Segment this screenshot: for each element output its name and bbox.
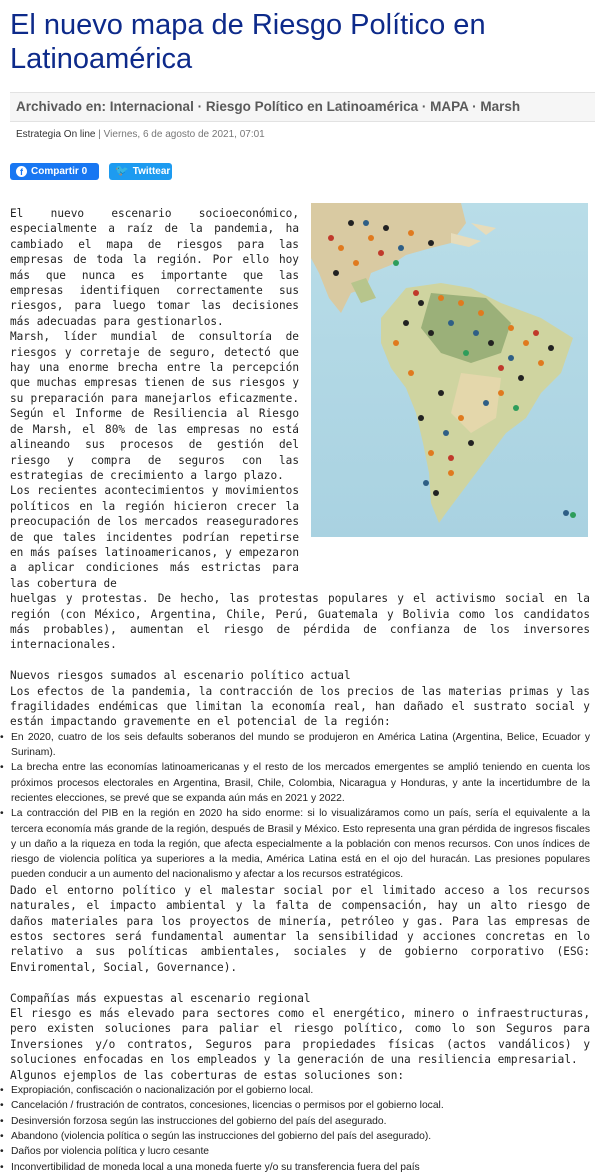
- page-title: El nuevo mapa de Riesgo Político en Latinoamérica: [10, 9, 486, 75]
- section-heading: Compañías más expuestas al escenario regional: [10, 991, 311, 1005]
- tag-link-riesgo-politico[interactable]: Riesgo Político en Latinoamérica: [205, 99, 419, 114]
- article-paragraph: Los recientes acontecimientos y movimientos políticos en la región hicieron crecer la preocupación de los mercados reaseguradores de que tales incidentes podrían repetirse en más países latinoamericanos, y empezaron a aplicar condiciones más estrictas para las cobertura de: [10, 484, 299, 590]
- publish-date: Viernes, 6 de agosto de 2021, 07:01: [103, 129, 265, 140]
- facebook-share-button[interactable]: [10, 163, 99, 180]
- facebook-share-label: Compartir: [31, 166, 79, 177]
- article-paragraph: Algunos ejemplos de las coberturas de estas soluciones son:: [10, 1068, 405, 1082]
- tag-link-mapa[interactable]: MAPA: [430, 99, 469, 114]
- article-paragraph: Dado el entorno político y el malestar social por el limitado acceso a los recursos naturales, el impacto ambiental y la falta de compensación, hay un alto riesgo de daños materiales para los proyectos de minería, petróleo y gas. Para las empresas de estos sectores será fundamental aumentar la sensibilidad y acciones concretas en lo relativo a sus políticas ambientales, sociales y de gobierno corporativo (ESG: Enviromental, Social, Governance).: [10, 883, 590, 974]
- facebook-icon: f: [16, 166, 27, 177]
- list-item: • Abandono (violencia política o según las instrucciones del gobierno del país del asegurado).: [0, 1129, 590, 1144]
- byline: Estrategia On line | Viernes, 6 de agosto de 2021, 07:01: [16, 129, 265, 140]
- twitter-share-button[interactable]: [109, 163, 172, 180]
- archived-tags-bar: Archivado en: Internacional · Riesgo Político en Latinoamérica · MAPA · Marsh: [10, 92, 595, 122]
- bullet-list: [10, 730, 590, 883]
- article-paragraph: El nuevo escenario socioeconómico, especialmente a raíz de la pandemia, ha cambiado el mapa de riesgos para las empresas de toda la región. Por ello hoy más que nunca es importante que las empresas identifiquen correctamente sus riesgos, para luego tomar las decisiones más adecuadas para gestionarlos.: [10, 207, 299, 328]
- list-item: • Expropiación, confiscación o nacionalización por el gobierno local.: [0, 1083, 590, 1098]
- tag-link-internacional[interactable]: Internacional: [109, 99, 194, 114]
- article-paragraph: Marsh, líder mundial de consultoría de riesgos y corretaje de seguro, detectó que hay una enorme brecha entre la percepción que muchas empresas tienen de sus riesgos y su preparación para manejarlos eficazmente. Según el Informe de Resiliencia al Riesgo de Marsh, el 80% de las empresas no está alineando sus procesos de gestión del riesgo y compra de seguros con las estrategias de crecimiento a largo plazo.: [10, 330, 299, 482]
- list-item: • Cancelación / frustración de contratos, concesiones, licencias o permisos por el gobierno local.: [0, 1098, 590, 1113]
- article-paragraph: El riesgo es más elevado para sectores como el energético, minero o infraestructuras, pero existen soluciones para paliar el riesgo político, como lo son Seguros para Inversiones y/o contratos, Seguros para propiedades físicas (actos vandálicos) y soluciones enfocadas en los empleados y la generación de una resiliencia empresarial.: [10, 1007, 590, 1067]
- list-item: • Daños por violencia política y lucro cesante: [0, 1144, 590, 1159]
- article-paragraph: huelgas y protestas. De hecho, las protestas populares y el activismo social en la región (con México, Argentina, Chile, Perú, Guatemala y Bolivia como los candidatos más probables), aumentan el riesgo de pérdida de confianza de los inversores internacionales.: [10, 592, 590, 652]
- facebook-share-count: 0: [81, 166, 88, 177]
- list-item: • Desinversión forzosa según las instrucciones del gobierno del país del asegurado.: [0, 1114, 590, 1129]
- list-item: • En 2020, cuatro de los seis defaults soberanos del mundo se produjeron en América Latina (Argentina, Belice, Ecuador y Surinam).: [0, 730, 590, 761]
- bullet-list: [10, 1083, 590, 1175]
- twitter-bird-icon: 🐦: [115, 165, 129, 177]
- tag-link-marsh[interactable]: Marsh: [480, 99, 521, 114]
- archived-label: Archivado en:: [16, 99, 107, 114]
- article-body: [10, 206, 590, 1175]
- twitter-share-label: Twittear: [132, 166, 171, 177]
- list-item: • Inconvertibilidad de moneda local a una moneda fuerte y/o su transferencia fuera del país: [0, 1160, 590, 1175]
- author: Estrategia On line: [16, 129, 96, 140]
- list-item: • La brecha entre las economías latinoamericanas y el resto de los mercados emergentes se amplió teniendo en cuenta los próximos procesos electorales en Argentina, Brasil, Chile, Colombia, Nicaragua y Honduras, y ante la incertidumbre de la recientes elecciones, se prevé que se expanda aún más en 2021 y 2022.: [0, 760, 590, 806]
- section-heading: Nuevos riesgos sumados al escenario político actual: [10, 669, 351, 683]
- article-paragraph: Los efectos de la pandemia, la contracción de los precios de las materias primas y las fragilidades endémicas que limitan la economía real, han dañado el sustrato social y están impactando gravemente en el potencial de la región:: [10, 684, 590, 729]
- list-item: • La contracción del PIB en la región en 2020 ha sido enorme: si lo visualizáramos como un país, sería el equivalente a la tercera economía más grande de la región, después de Brasil y México. Esto representa una gran pérdida de ingresos fiscales y un daño a la riqueza en toda la región, que afecta especialmente a la población con menos recursos. Con unos índices de riesgo de violencia política ya superiores a la media, América Latina está en el ojo del huracán. Las presiones populares pueden conducir a un aumento del nacionalismo y afectar a los recursos estratégicos.: [0, 806, 590, 882]
